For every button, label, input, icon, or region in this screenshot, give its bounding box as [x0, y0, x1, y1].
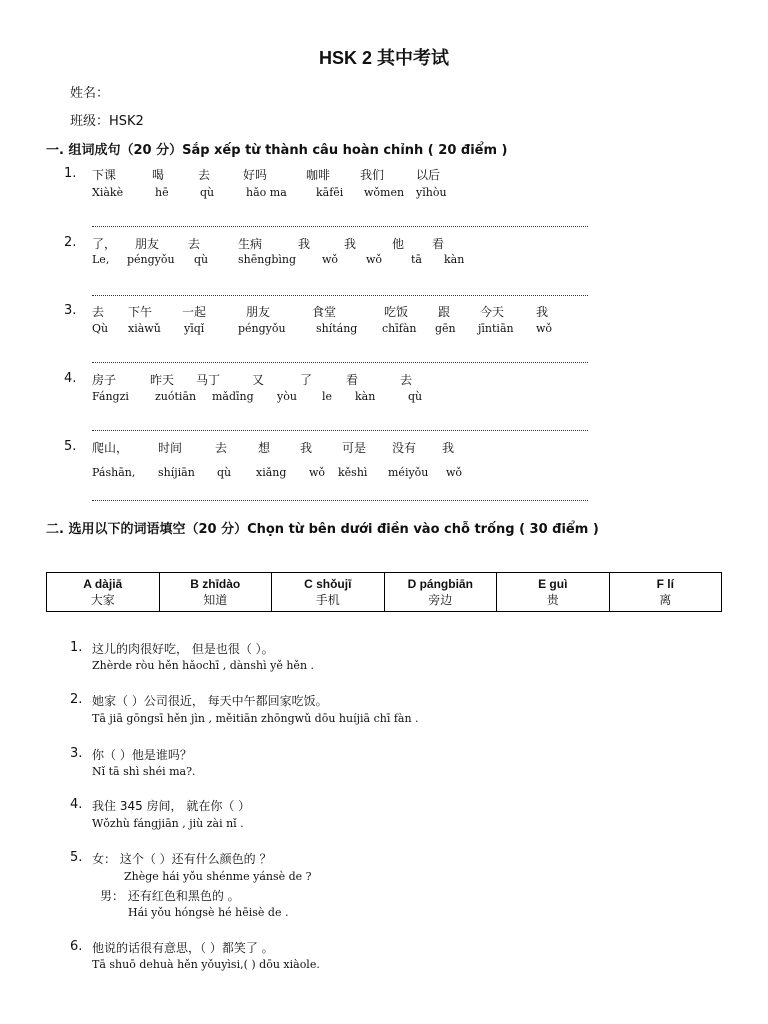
- word-options-table: [46, 572, 722, 612]
- word-hanzi: 了，: [92, 237, 117, 251]
- word-pinyin: wǒ: [322, 253, 339, 266]
- question-pinyin: Tā shuō dehuà hěn yǒuyìsi,( ) dōu xiàole.: [92, 958, 320, 971]
- word-pinyin: Le,: [92, 253, 110, 266]
- word-pinyin: Páshān,: [92, 466, 136, 479]
- word-hanzi: 了: [300, 373, 313, 387]
- section-1-heading: 一. 组词成句（20 分）Sắp xếp từ thành câu hoàn chỉnh ( 20 điểm ): [46, 143, 508, 158]
- word-pinyin: xiǎng: [256, 466, 287, 479]
- word-pinyin: wǒ: [446, 466, 463, 479]
- word-pinyin: yīqǐ: [184, 322, 205, 335]
- question-number: 1.: [64, 166, 77, 181]
- question-number: 4.: [64, 371, 77, 386]
- word-hanzi: 去: [400, 373, 413, 387]
- option-label: E guì: [538, 577, 568, 591]
- word-hanzi: 朋友: [135, 237, 160, 251]
- word-pinyin: péngyǒu: [238, 322, 286, 335]
- word-pinyin: méiyǒu: [388, 466, 429, 479]
- question-number: 2.: [64, 235, 77, 250]
- word-pinyin: wǒ: [536, 322, 553, 335]
- word-pinyin: gēn: [435, 322, 456, 335]
- question-hanzi: 他说的话很有意思，（ ）都笑了 。: [92, 941, 274, 955]
- word-hanzi: 生病: [238, 237, 263, 251]
- option-cell: [159, 573, 272, 612]
- question-number: 5.: [70, 850, 83, 865]
- word-hanzi: 想: [258, 441, 271, 455]
- word-pinyin: hǎo ma: [246, 186, 287, 199]
- word-hanzi: 昨天: [150, 373, 175, 387]
- option-label: A dàjiā: [83, 577, 123, 591]
- word-pinyin: yǐhòu: [416, 186, 447, 199]
- question-number: 1.: [70, 640, 83, 655]
- option-cell: [609, 573, 722, 612]
- word-hanzi: 我: [300, 441, 313, 455]
- answer-line[interactable]: [92, 430, 588, 431]
- word-hanzi: 以后: [416, 168, 441, 182]
- word-pinyin: zuótiān: [155, 390, 197, 403]
- word-hanzi: 他: [392, 237, 405, 251]
- word-hanzi: 去: [92, 305, 105, 319]
- question-number: 2.: [70, 692, 83, 707]
- option-hanzi: 旁边: [428, 593, 453, 607]
- word-pinyin: tā: [411, 253, 422, 266]
- option-cell: [497, 573, 610, 612]
- word-pinyin: xiàwǔ: [128, 322, 161, 335]
- question-pinyin: Tā jiā gōngsī hěn jìn , měitiān zhōngwǔ dōu huíjiā chī fàn .: [92, 712, 419, 725]
- word-hanzi: 去: [215, 441, 228, 455]
- section-2-heading: 二. 选用以下的词语填空（20 分）Chọn từ bên dưới điền vào chỗ trống ( 30 điểm ): [46, 522, 599, 537]
- word-hanzi: 我们: [360, 168, 385, 182]
- word-pinyin: Fángzi: [92, 390, 129, 403]
- question-hanzi: 我住 345 房间， 就在你（ ）: [92, 799, 251, 813]
- word-hanzi: 我: [536, 305, 549, 319]
- question-hanzi: 这儿的肉很好吃， 但是也很（ ）。: [92, 642, 274, 656]
- question-number: 4.: [70, 797, 83, 812]
- word-hanzi: 去: [188, 237, 201, 251]
- question-pinyin: Nǐ tā shì shéi ma?.: [92, 765, 196, 778]
- question-number: 3.: [64, 303, 77, 318]
- word-pinyin: kàn: [355, 390, 376, 403]
- answer-line[interactable]: [92, 500, 588, 501]
- word-hanzi: 房子: [92, 373, 117, 387]
- word-pinyin: kàn: [444, 253, 465, 266]
- word-pinyin: shēngbìng: [238, 253, 297, 266]
- word-pinyin: kěshì: [338, 466, 368, 479]
- word-hanzi: 又: [252, 373, 265, 387]
- question-hanzi: 她家（ ）公司很近， 每天中午都回家吃饭。: [92, 694, 328, 708]
- answer-line[interactable]: [92, 226, 588, 227]
- word-pinyin: wǒ: [366, 253, 383, 266]
- word-hanzi: 下课: [92, 168, 117, 182]
- word-hanzi: 喝: [152, 168, 165, 182]
- word-hanzi: 咖啡: [306, 168, 331, 182]
- word-hanzi: 我: [298, 237, 311, 251]
- word-pinyin: Qù: [92, 322, 109, 335]
- answer-line[interactable]: [92, 362, 588, 363]
- word-hanzi: 看: [346, 373, 359, 387]
- option-label: C shǒujī: [304, 577, 352, 591]
- word-hanzi: 朋友: [246, 305, 271, 319]
- page-title: HSK 2 其中考试: [318, 48, 450, 68]
- option-label: F lí: [656, 577, 674, 591]
- word-hanzi: 看: [432, 237, 445, 251]
- word-hanzi: 好吗: [243, 168, 268, 182]
- answer-line[interactable]: [92, 295, 588, 296]
- option-hanzi: 大家: [90, 593, 115, 607]
- word-pinyin: jīntiān: [478, 322, 514, 335]
- word-hanzi: 食堂: [312, 305, 337, 319]
- question-pinyin-reply: Hái yǒu hóngsè hé hēisè de .: [128, 906, 289, 919]
- option-label: D pángbiān: [407, 577, 473, 591]
- word-pinyin: hē: [155, 186, 169, 199]
- question-number: 6.: [70, 939, 83, 954]
- word-hanzi: 跟: [438, 305, 451, 319]
- option-hanzi: 贵: [546, 593, 559, 607]
- word-pinyin: yòu: [277, 390, 297, 403]
- word-pinyin: shíjiān: [158, 466, 195, 479]
- word-pinyin: péngyǒu: [127, 253, 175, 266]
- word-pinyin: qù: [217, 466, 232, 479]
- option-label: B zhīdào: [190, 577, 241, 591]
- option-hanzi: 手机: [315, 593, 340, 607]
- word-hanzi: 可是: [342, 441, 367, 455]
- word-pinyin: le: [322, 390, 333, 403]
- word-pinyin: wǒmen: [364, 186, 405, 199]
- word-pinyin: qù: [408, 390, 423, 403]
- question-hanzi: 你（ ）他是谁吗？: [92, 748, 192, 762]
- word-pinyin: chīfàn: [382, 322, 417, 335]
- option-cell: [47, 573, 160, 612]
- word-pinyin: shítáng: [316, 322, 358, 335]
- question-hanzi-reply: 男： 还有红色和黑色的 。: [100, 889, 240, 903]
- word-hanzi: 一起: [182, 305, 207, 319]
- word-pinyin: Xiàkè: [92, 186, 124, 199]
- word-pinyin: qù: [200, 186, 215, 199]
- name-label: 姓名：: [70, 86, 110, 101]
- word-hanzi: 我: [442, 441, 455, 455]
- class-label: 班级：HSK2: [70, 114, 144, 129]
- option-hanzi: 离: [659, 593, 672, 607]
- word-hanzi: 爬山，: [92, 441, 129, 455]
- question-pinyin: Zhèrde ròu hěn hǎochī , dànshì yě hěn .: [92, 659, 315, 672]
- word-hanzi: 下午: [128, 305, 153, 319]
- word-hanzi: 去: [198, 168, 211, 182]
- question-hanzi: 女： 这个（ ）还有什么颜色的 ？: [92, 852, 272, 866]
- word-pinyin: mǎdīng: [212, 390, 254, 403]
- option-hanzi: 知道: [203, 593, 228, 607]
- word-pinyin: wǒ: [309, 466, 326, 479]
- option-cell: [272, 573, 385, 612]
- word-pinyin: kāfēi: [316, 186, 344, 199]
- question-pinyin: Zhège hái yǒu shénme yánsè de ?: [124, 870, 312, 883]
- word-hanzi: 吃饭: [384, 305, 409, 319]
- question-number: 3.: [70, 746, 83, 761]
- word-hanzi: 马丁: [196, 373, 221, 387]
- word-hanzi: 今天: [480, 305, 505, 319]
- word-hanzi: 没有: [392, 441, 417, 455]
- word-hanzi: 时间: [158, 441, 183, 455]
- question-pinyin: Wǒzhù fángjiān , jiù zài nǐ .: [92, 817, 244, 830]
- word-pinyin: qù: [194, 253, 209, 266]
- option-cell: [384, 573, 497, 612]
- question-number: 5.: [64, 439, 77, 454]
- word-hanzi: 我: [344, 237, 357, 251]
